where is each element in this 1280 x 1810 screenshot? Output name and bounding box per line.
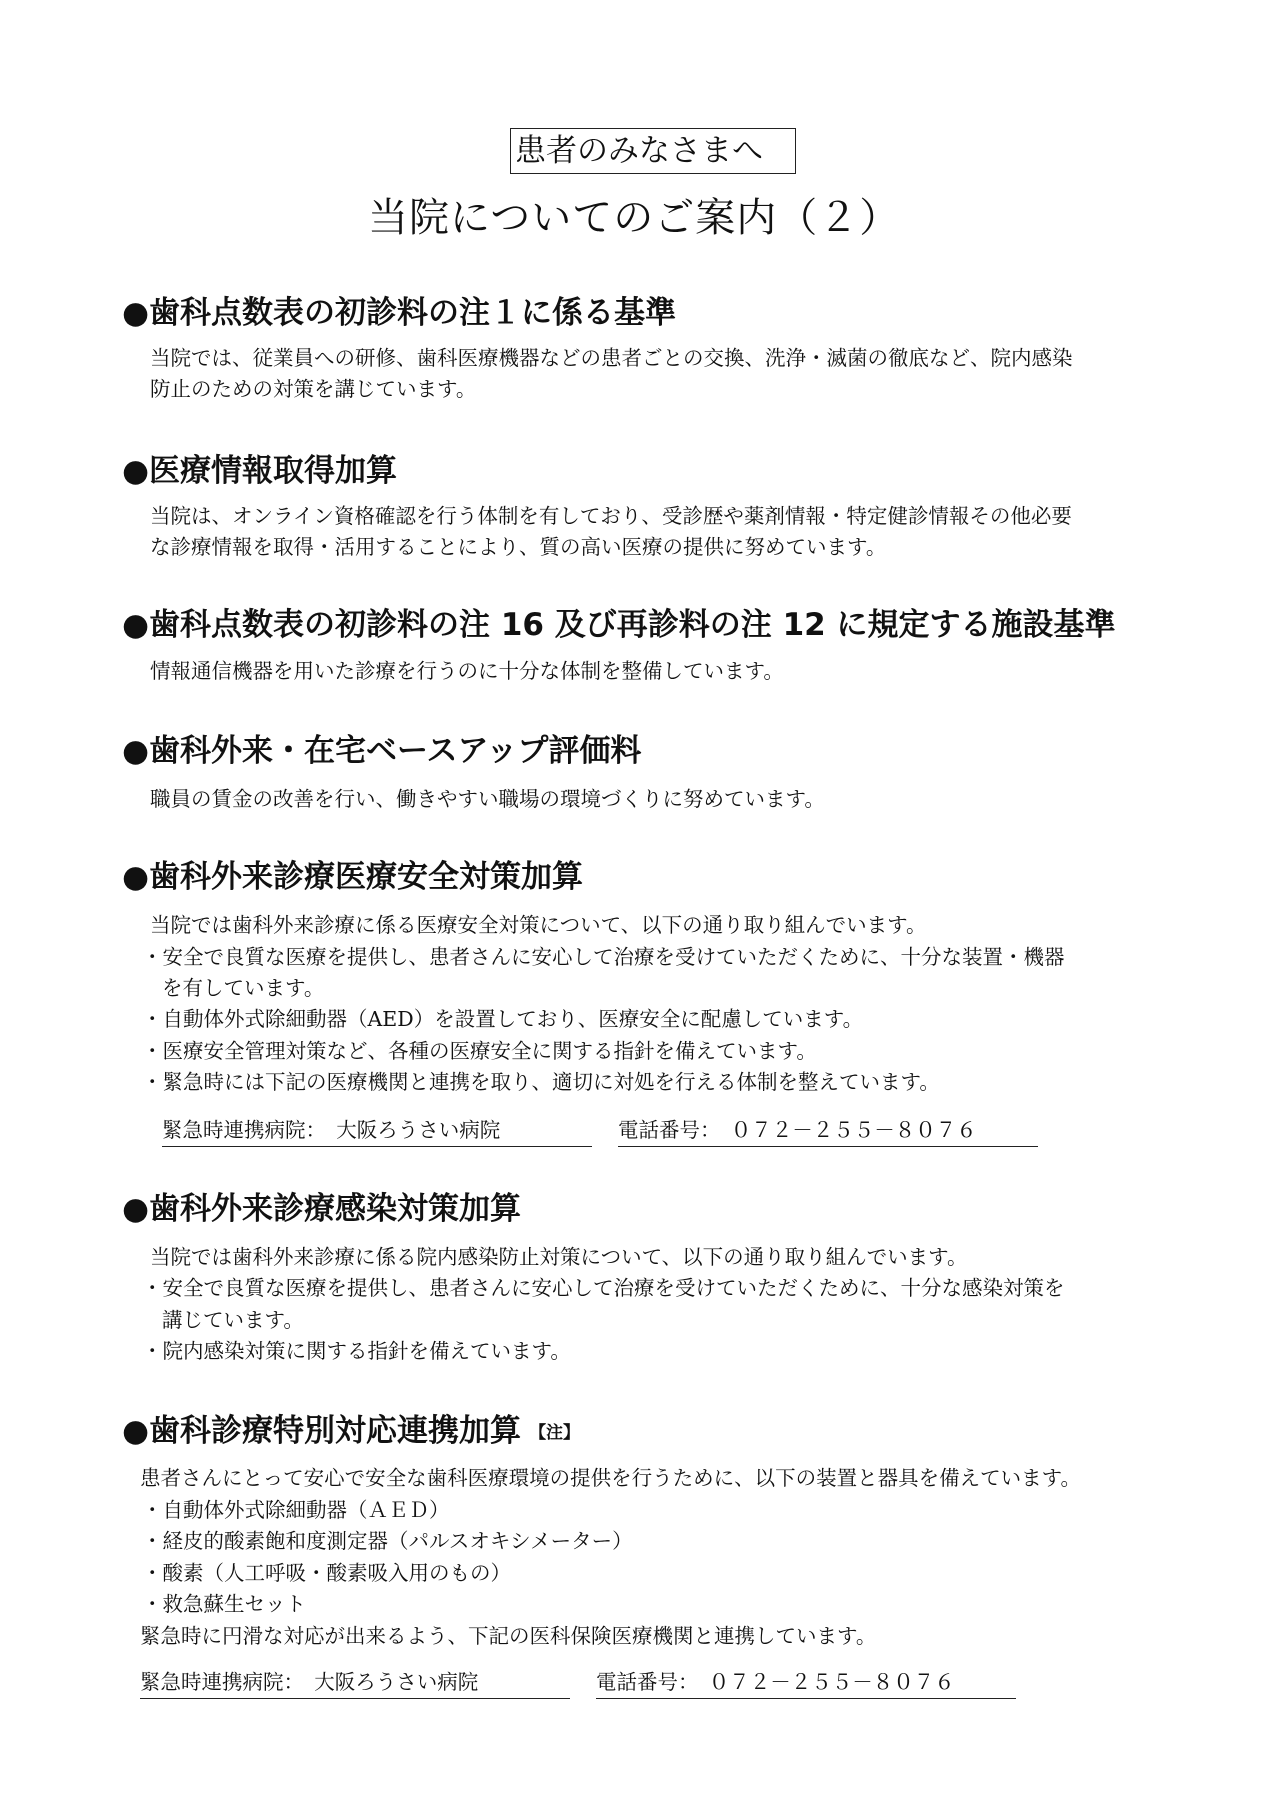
emergency-phone: 電話番号： ０７２－２５５－８０７６: [596, 1668, 1016, 1699]
boxed-label: 患者のみなさまへ: [510, 128, 796, 174]
emergency-hospital: 緊急時連携病院： 大阪ろうさい病院: [140, 1668, 570, 1699]
section-heading-infection: ●歯科外来診療感染対策加算: [122, 1191, 522, 1227]
list-item: を有しています。: [162, 976, 325, 1000]
section-text-line: 職員の賃金の改善を行い、働きやすい職場の環境づくりに努めています。: [150, 787, 825, 811]
section-intro: 患者さんにとって安心で安全な歯科医療環境の提供を行うために、以下の装置と器具を備えています。: [140, 1466, 1081, 1490]
emergency-contact: [162, 1116, 1062, 1148]
list-item: ・自動体外式除細動器（AED）を設置しており、医療安全に配慮しています。: [142, 1007, 864, 1031]
section-intro: 当院では歯科外来診療に係る医療安全対策について、以下の通り取り組んでいます。: [150, 913, 927, 937]
section-heading-facility-standard: ●歯科点数表の初診料の注 16 及び再診料の注 12 に規定する施設基準: [122, 607, 1116, 643]
list-item: ・安全で良質な医療を提供し、患者さんに安心して治療を受けていただくために、十分な装置・機器: [142, 945, 1065, 969]
list-item: ・安全で良質な医療を提供し、患者さんに安心して治療を受けていただくために、十分な感染対策を: [142, 1276, 1065, 1300]
list-item: ・自動体外式除細動器（ＡＥＤ）: [142, 1498, 450, 1522]
emergency-hospital: 緊急時連携病院： 大阪ろうさい病院: [162, 1116, 592, 1147]
section-heading-initial-consultation: ●歯科点数表の初診料の注１に係る基準: [122, 295, 677, 331]
emergency-phone: 電話番号： ０７２－２５５－８０７６: [618, 1116, 1038, 1147]
note-marker: 【注】: [529, 1423, 581, 1443]
emergency-contact: [140, 1668, 1040, 1700]
list-item: ・経皮的酸素飽和度測定器（パルスオキシメーター）: [142, 1529, 633, 1553]
list-item: ・院内感染対策に関する指針を備えています。: [142, 1339, 571, 1363]
list-item: ・救急蘇生セット: [142, 1592, 306, 1616]
section-text-line: 防止のための対策を講じています。: [150, 377, 477, 401]
section-heading-medical-info: ●医療情報取得加算: [122, 453, 398, 489]
list-item: ・緊急時には下記の医療機関と連携を取り、適切に対処を行える体制を整えています。: [142, 1070, 940, 1094]
section-intro: 当院では歯科外来診療に係る院内感染防止対策について、以下の通り取り組んでいます。: [150, 1245, 968, 1269]
section-outro: 緊急時に円滑な対応が出来るよう、下記の医科保険医療機関と連携しています。: [140, 1624, 877, 1648]
section-text-line: な診療情報を取得・活用することにより、質の高い医療の提供に努めています。: [150, 535, 887, 559]
list-item: ・医療安全管理対策など、各種の医療安全に関する指針を備えています。: [142, 1039, 817, 1063]
page-title: 当院についてのご案内（２）: [368, 195, 901, 241]
section-heading-baseup: ●歯科外来・在宅ベースアップ評価料: [122, 733, 642, 769]
section-text-line: 当院では、従業員への研修、歯科医療機器などの患者ごとの交換、洗浄・滅菌の徹底など、院内感染: [150, 346, 1073, 370]
section-text-line: 情報通信機器を用いた診療を行うのに十分な体制を整備しています。: [150, 659, 784, 683]
section-heading-special-care: [122, 1410, 580, 1454]
list-item: 講じています。: [162, 1308, 304, 1332]
list-item: ・酸素（人工呼吸・酸素吸入用のもの）: [142, 1561, 511, 1585]
section-heading-safety: ●歯科外来診療医療安全対策加算: [122, 859, 584, 895]
section-heading-text: ●歯科診療特別対応連携加算: [122, 1413, 522, 1449]
section-text-line: 当院は、オンライン資格確認を行う体制を有しており、受診歴や薬剤情報・特定健診情報その他必要: [150, 504, 1072, 528]
